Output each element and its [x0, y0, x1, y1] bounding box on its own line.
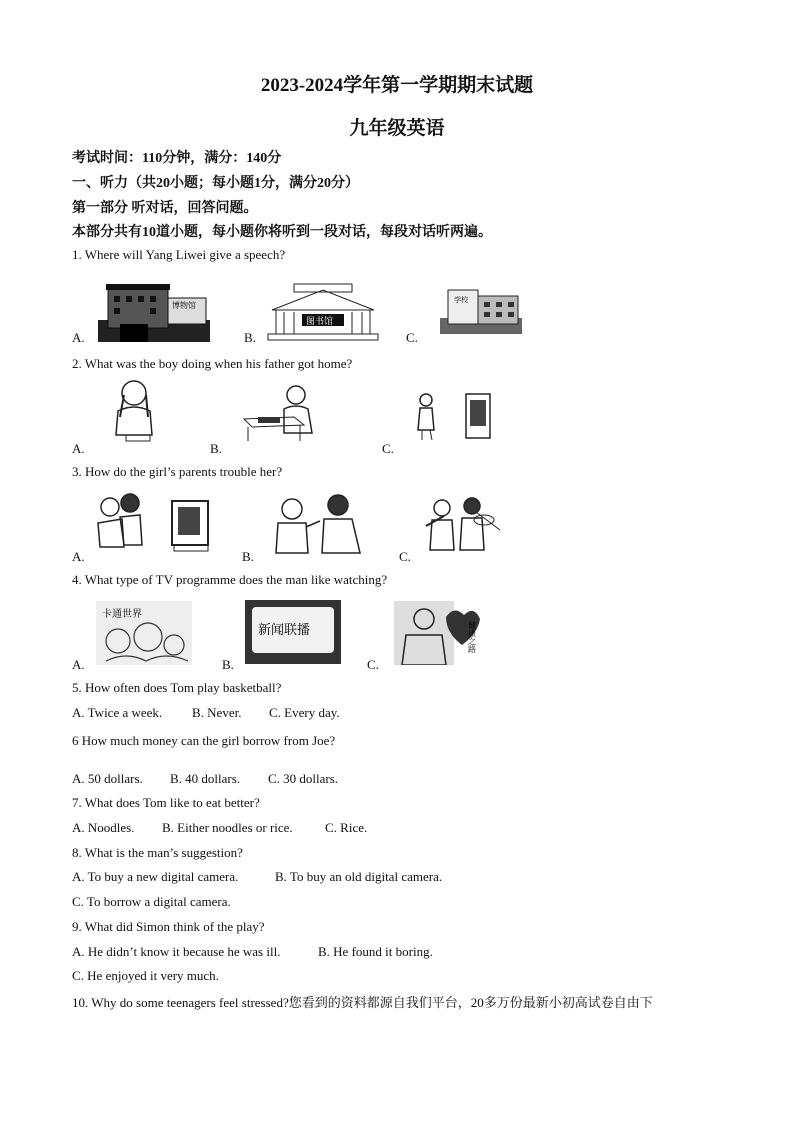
parents-playing-music-image — [422, 494, 502, 552]
q7-option-c: C. Rice. — [325, 820, 368, 835]
question-2: 2. What was the boy doing when his father got home? — [72, 356, 353, 371]
question-1: 1. Where will Yang Liwei give a speech? — [72, 247, 286, 262]
q3-option-c: C. — [399, 549, 411, 564]
q5-option-b: B. Never. — [192, 705, 242, 720]
exam-subtitle: 九年级英语 — [349, 118, 445, 139]
boy-on-phone-image — [104, 377, 170, 443]
exam-title: 2023-2024学年第一学期期末试题 — [260, 75, 534, 96]
question-3: 3. How do the girl’s parents trouble her? — [72, 464, 283, 479]
question-7: 7. What does Tom like to eat better? — [72, 795, 260, 810]
parents-arguing-image — [266, 491, 368, 555]
q6-option-a: A. 50 dollars. — [72, 771, 143, 786]
exam-info: 考试时间：110分钟，满分：140分 — [72, 151, 282, 166]
question-8: 8. What is the man’s suggestion? — [72, 845, 243, 860]
q1-option-c: C. — [406, 330, 418, 345]
health-programme-image — [394, 601, 486, 665]
q7-option-a: A. Noodles. — [72, 820, 135, 835]
q4-option-a: A. — [72, 657, 85, 672]
cartoon-world-image — [96, 601, 192, 665]
q1-option-b: B. — [244, 330, 256, 345]
q6-option-b: B. 40 dollars. — [170, 771, 241, 786]
part-heading: 第一部分 听对话，回答问题。 — [72, 201, 258, 216]
news-tv-image — [244, 599, 342, 665]
question-9: 9. What did Simon think of the play? — [72, 919, 265, 934]
parents-watching-tv-image — [94, 487, 212, 557]
q3-option-b: B. — [242, 549, 254, 564]
q9-option-a: A. He didn’t know it because he was ill. — [72, 944, 281, 959]
q4-option-b: B. — [222, 657, 234, 672]
q8-option-a: A. To buy a new digital camera. — [72, 869, 239, 884]
cartoon-sign-text: 卡通世界 — [102, 609, 142, 620]
instructions: 本部分共有10道小题，每小题你将听到一段对话，每段对话听两遍。 — [72, 225, 492, 240]
library-building-image — [266, 282, 380, 342]
library-sign-text: 图书馆 — [306, 316, 334, 326]
museum-building-image — [98, 280, 210, 342]
q2-option-c: C. — [382, 441, 394, 456]
q2-option-b: B. — [210, 441, 222, 456]
question-5: 5. How often does Tom play basketball? — [72, 680, 282, 695]
question-4: 4. What type of TV programme does the man like watching? — [72, 572, 388, 587]
q9-option-b: B. He found it boring. — [318, 944, 433, 959]
q5-option-a: A. Twice a week. — [72, 705, 163, 720]
news-sign-text: 新闻联播 — [258, 622, 311, 637]
question-10: 10. Why do some teenagers feel stressed?您看到的资料都源自我们平台，20多万份最新小初高试卷自由下 — [72, 995, 653, 1010]
q3-option-a: A. — [72, 549, 85, 564]
question-6: 6 How much money can the girl borrow from Joe? — [72, 733, 336, 748]
health-sign-text: 健康之路 — [467, 621, 477, 653]
q5-option-c: C. Every day. — [269, 705, 340, 720]
q8-option-c: C. To borrow a digital camera. — [72, 894, 231, 909]
q7-option-b: B. Either noodles or rice. — [162, 820, 293, 835]
school-building-image — [440, 278, 522, 334]
q1-option-a: A. — [72, 330, 85, 345]
boy-watching-tv-image — [408, 390, 494, 442]
q2-option-a: A. — [72, 441, 85, 456]
q9-option-c: C. He enjoyed it very much. — [72, 968, 219, 983]
section-heading: 一、听力（共20小题；每小题1分，满分20分） — [72, 176, 359, 191]
q4-option-c: C. — [367, 657, 379, 672]
q6-option-c: C. 30 dollars. — [268, 771, 339, 786]
q8-option-b: B. To buy an old digital camera. — [275, 869, 443, 884]
boy-studying-image — [234, 381, 330, 443]
school-sign-text: 学校 — [454, 296, 468, 304]
museum-sign-text: 博物馆 — [172, 301, 196, 310]
